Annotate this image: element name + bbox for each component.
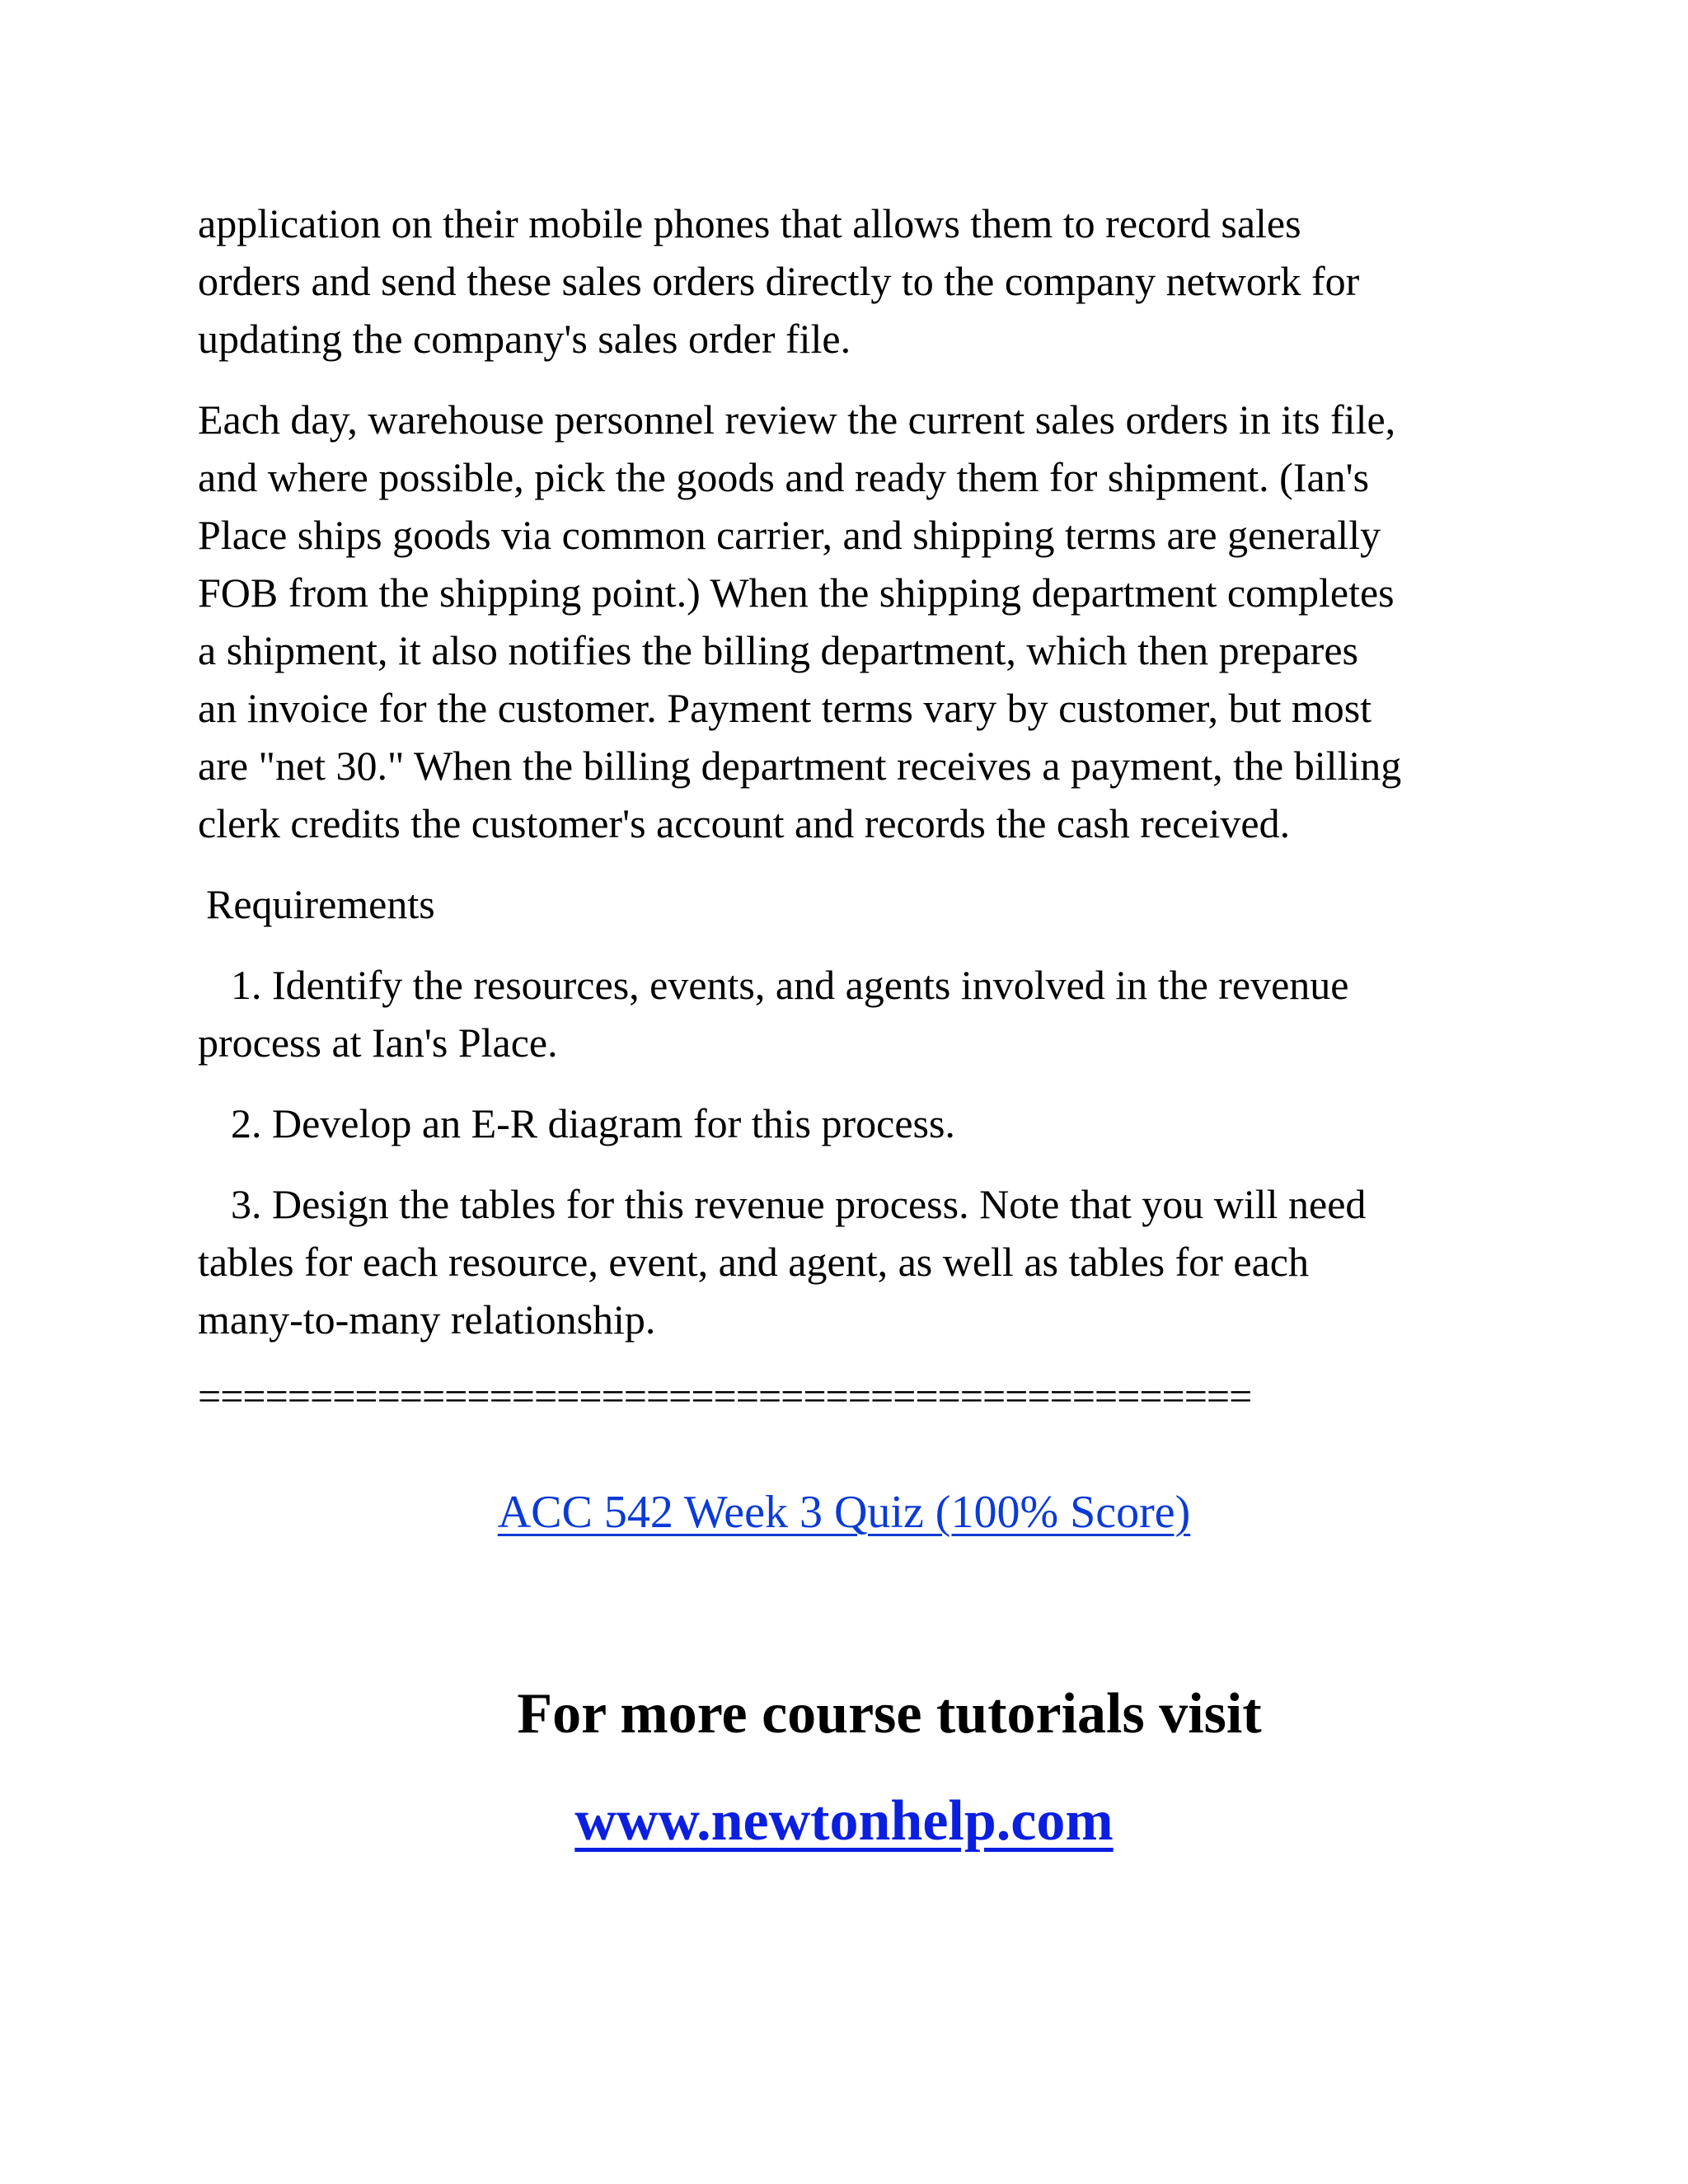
text-line: FOB from the shipping point.) When the shipping department completes [198,569,1395,616]
text-line: 2. Develop an E-R diagram for this process. [231,1100,955,1146]
paragraph-process [198,391,1500,852]
quiz-link-container [0,1483,1688,1541]
text-line: and where possible, pick the goods and ready them for shipment. (Ian's [198,454,1370,500]
requirements-heading: Requirements [206,881,435,927]
text-line: many-to-many relationship. [198,1296,656,1343]
text-line: Place ships goods via common carrier, and shipping terms are generally [198,512,1381,558]
text-line: 3. Design the tables for this revenue process. Note that you will need [231,1181,1367,1227]
promo-heading: For more course tutorials visit [517,1682,1262,1746]
requirement-item-2 [198,1094,1500,1152]
separator-line: =============================================== [198,1373,1252,1419]
paragraph-intro [198,194,1500,368]
text-line: Each day, warehouse personnel review the current sales orders in its file, [198,396,1396,443]
text-line: 1. Identify the resources, events, and agents involved in the revenue [231,962,1349,1008]
document-body [198,194,1500,1421]
text-line: orders and send these sales orders directly to the company network for [198,258,1360,304]
text-line: are "net 30." When the billing department receives a payment, the billing [198,743,1402,789]
quiz-link[interactable]: ACC 542 Week 3 Quiz (100% Score) [497,1487,1191,1538]
requirement-item-1 [198,956,1500,1071]
text-line: tables for each resource, event, and agent, as well as tables for each [198,1239,1309,1285]
text-line: application on their mobile phones that allows them to record sales [198,200,1301,246]
site-link-container [0,1784,1688,1858]
requirement-item-3 [198,1175,1500,1348]
text-line: a shipment, it also notifies the billing department, which then prepares [198,627,1358,673]
text-line: updating the company's sales order file. [198,316,851,362]
text-line: clerk credits the customer's account and records the cash received. [198,800,1291,846]
site-link[interactable]: www.newtonhelp.com [574,1789,1114,1853]
text-line: process at Ian's Place. [198,1019,558,1066]
text-line: an invoice for the customer. Payment terms vary by customer, but most [198,685,1372,731]
